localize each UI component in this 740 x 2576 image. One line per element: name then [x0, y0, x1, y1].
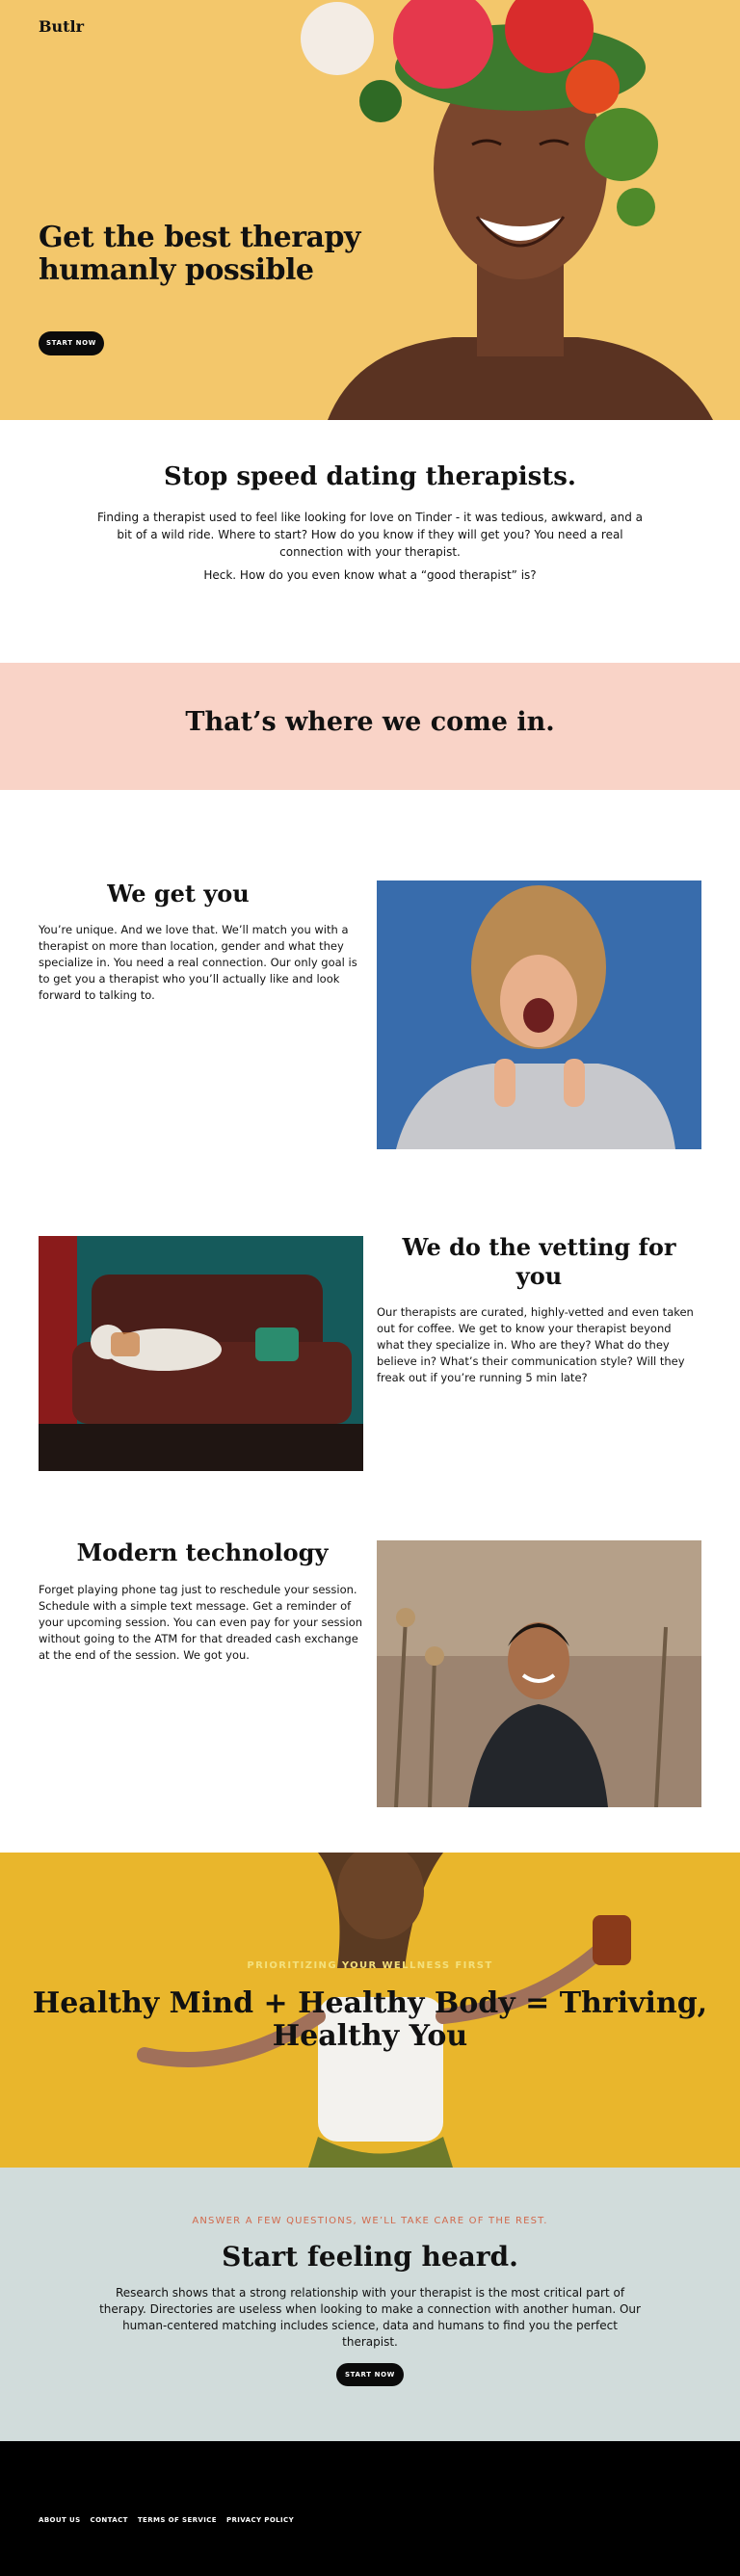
- cta-section: [0, 2168, 740, 2441]
- footer-link-contact[interactable]: CONTACT: [90, 2516, 128, 2524]
- footer-link-about-us[interactable]: ABOUT US: [39, 2516, 81, 2524]
- curly-hair-woman-photo: [377, 881, 701, 1149]
- wellness-banner: [0, 1853, 740, 2168]
- feature-body-modern-technology: Forget playing phone tag just to reschedule your session. Schedule with a simple text message. Get a reminder of your upcoming session. You can even pay for your session without going to the ATM for that dreaded cash exchange at the end of the session. We got you.: [39, 1583, 363, 1662]
- smiling-man-photo: [377, 1540, 701, 1807]
- feature-body-we-get-you: You’re unique. And we love that. We’ll match you with a therapist on more than location, gender and what they specialize in. You need a real connection. Our only goal is to get you a therapist who you’ll actually like and look forward to talking to.: [39, 923, 357, 1002]
- brand-logo[interactable]: Butlr: [39, 17, 85, 36]
- cta-eyebrow: ANSWER A FEW QUESTIONS, WE’LL TAKE CARE OF THE REST.: [192, 2216, 548, 2226]
- hero-portrait-image: [289, 0, 740, 420]
- feature-title-vetting: We do the vetting for you: [402, 1233, 676, 1290]
- footer-link-privacy-policy[interactable]: PRIVACY POLICY: [225, 2516, 295, 2524]
- intro-paragraph: Finding a therapist used to feel like looking for love on Tinder - it was tedious, awkward, and a bit of a wild ride. Where to start? How do you know if they will get you? You need a real connection with your therapist.: [96, 511, 644, 559]
- intro-section: [0, 420, 740, 663]
- footer-nav: [39, 2516, 294, 2524]
- feature-body-vetting: Our therapists are curated, highly-vetted and even taken out for coffee. We get to know your therapist beyond what they specialize in. Who are they? What do they believe in? What’s their communication style? Will they freak out if you’re running 5 min late?: [377, 1305, 694, 1384]
- cta-title: Start feeling heard.: [222, 2241, 518, 2273]
- feature-title-modern-technology: Modern technology: [76, 1538, 329, 1566]
- footer: [0, 2441, 740, 2576]
- hero-start-now-button[interactable]: START NOW: [39, 331, 104, 355]
- band-heading: That’s where we come in.: [185, 707, 555, 737]
- intro-question: Heck. How do you even know what a “good therapist” is?: [203, 568, 537, 582]
- hero-section: [0, 0, 740, 420]
- hero-headline: Get the best therapy humanly possible: [39, 221, 360, 287]
- banner-eyebrow: PRIORITIZING YOUR WELLNESS FIRST: [247, 1960, 493, 1971]
- dog-on-leather-sofa-photo: [39, 1236, 363, 1471]
- pink-band: [0, 663, 740, 790]
- feature-title-we-get-you: We get you: [107, 880, 250, 907]
- intro-title: Stop speed dating therapists.: [164, 462, 576, 491]
- cta-start-now-button[interactable]: START NOW: [336, 2363, 404, 2386]
- footer-link-terms-of-service[interactable]: TERMS OF SERVICE: [137, 2516, 217, 2524]
- cta-body: Research shows that a strong relationship with your therapist is the most critical part of therapy. Directories are useless when looking to make a connection with another human. Our human-centered matching includes science, data and humans to find you the perfect therapist.: [99, 2286, 641, 2349]
- banner-headline: Healthy Mind + Healthy Body = Thriving, Healthy You: [32, 1986, 708, 2053]
